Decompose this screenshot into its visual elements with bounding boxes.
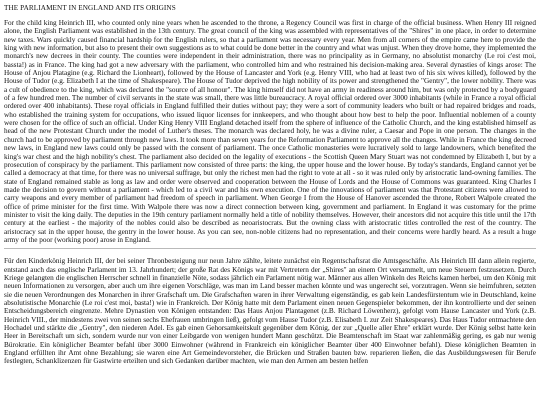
english-text-block xyxy=(4,19,536,244)
section-divider xyxy=(4,248,536,249)
english-paragraph: For the child king Heinrich III, who counted only nine years when he ascended to the throne, a Regency Council was first in charge of the official business. When Henry III reigned alone, the English Parliament was established in the 13th century. The great council of the king was assembled with representatives of the "Shires" in one place, in order to determine new taxes. Wars quickly caused financial hardship for the English rulers, so that a parliament was necessary every year. Men from all corners of the empire came here to provide the king with new information, but also to present their own suggestions as to what could be done better in the country and what was unjust. When they drove home, they implemented the monarch's new decrees in their county. The counties were independent in their administration, there was no principality as in Germany, no absolutist monarchy (Le roi c'est moi, bassta!) as in France. The king had got a new adversary with the parliament, who controlled him and who restrained his decision-making area. Several dynasties of kings arose: The House of Anjou Platagine (e.g. Richard the Lionheart), followed by the House of Lancaster and York (e.g. Henry VIII, who had at least two of his six wives killed), followed by the House of Tudor (e.g. Elizabeth I at the time of Shakespeare). The House of Tudor deprived the high nobility of its power and strengthened the "Gentry", the lower nobility. There was a cult of obedience to the king, which was declared the "source of all honour". The king himself did not have an army in readiness around him, but was only protected by a bodyguard of a few hundred men. The number of civil servants in the state was small, there was little bureaucracy. A royal official ordered over 3000 inhabitants (while in France a royal official ordered over 400 inhabitants). These royal officials in England fulfilled their duties without pay; they were a sort of community leaders who built or had repaired bridges and roads, who established the training system for occupations, who issued liquor licenses for innkeepers, and who thought about how best to help the poor. Influential noblemen of a county were chosen for the office of such an official. Under King Henry VIII England detached itself from the sphere of influence of the Catholic Church, and the king established himself as head of the new Protestant Church under the model of Luther's theses. The monarch was declared holy, he was a divine ruler, a Caesar and Pope in one person. The changes in the church had to be approved by parliament through new laws. It took more than seven years for the Reformation Parliament to approve all the changes. While in France the king decreed new laws, in England new laws could only be passed with the consent of parliament. The once Catholic monasteries were lucratively sold to large landowners, which benefited the king's war chest and the high nobility's chest. The parliament also decided on the legality of executions - the Scottish Queen Mary Stuart was not condemned by Elizabeth I, but by a prosecution of conspiracy by the parliament. This parliament now consisted of three parts: the king, the upper house and the lower house. By today's standards, England cannot yet be called a democracy at that time, for there was no universal suffrage, but only the richest men had the right to vote at all - so it was ruled only by aristocratic land-owning families. The state of England remained stable as long as law and order were observed and cooperation between the House of Lords and the House of Commons was guaranteed. King Charles I made the decision to govern without a parliament - which led to a civil war and his own execution. One of the innovations of parliament was that Protestant citizens were allowed to carry weapons and every member of parliament had freedom of speech in parliament. When George I from the House of Hanover ascended the throne, Robert Walpole created the office of prime minister for the first time. With Walpole there was now a direct connection between king, government and parliament. In England it was customary for the prime minister to visit the king daily. The deputies in the 19th century parliament normally held a title of nobility themselves. However, their ancestors did not acquire this title until the 17th century at the earliest - the majority of the nobles could also be described as neoaristocrats. But the owning class with aristocratic titles controlled the rest of the country. The aristocracy sat in the upper house, the gentry in the lower house. As you can see, non-noble citizens had no representation, and their concerns were hardly heard. As a result a huge army of the poor (working poor) arose in England. xyxy=(4,19,536,244)
document-title: THE PARLIAMENT IN ENGLAND AND ITS ORIGINS xyxy=(4,4,176,12)
german-paragraph: Für den Kinderkönig Heinrich III, der bei seiner Thronbesteigung nur neun Jahre zählte, leitete zunächst ein Regentschaftsrat die Amtsgeschäfte. Als Heinrich III dann allein regierte, entstand auch das englische Parlament im 13. Jahrhundert; der große Rat des Königs war mit Vertretern der „Shires" an einem Ort versammelt, um neue Steuern festzusetzen. Durch Kriege gelangten die englischen Herrscher schnell in finanzielle Nöte, sodass jährlich ein Parlament nötig war. Männer aus allen Winkeln des Reichs kamen herbei, um den König mit neuen Informationen zu versorgen, aber auch um ihre eigenen Vorschläge, was man im Land besser machen könnte und was ungerecht sei, vorzutragen. Wenn sie heimfuhren, setzten sie die neuen Verordnungen des Monarchen in ihrer Grafschaft um. Die Grafschaften waren in ihrer Verwaltung eigenständig, es gab kein Landesfürstentum wie in Deutschland, keine absolutistische Monarchie (Le roi c'est moi, basta!) wie in Frankreich. Der König hatte mit dem Parlament einen neuen Gegenspieler bekommen, der ihn kontrollierte und der seinen Entscheidungsbereich eingrenzte. Mehre Dynastien von Königen entstanden: Das Haus Anjou Plantagenet (z.B. Richard Löwenherz), gefolgt vom Hause Lancaster und York (z.B. Heinrich VIII., der mindestens zwei von seinen sechs Ehefrauen umbringen ließ), gefolgt vom Hause Tudor (z.B. Elisabeth I. zur Zeit Shakespeares). Das Haus Tudor entmachtete den Hochadel und stärkte die „Gentry", den niederen Adel. Es gab einen Gehorsamkeitskult gegenüber dem König, der zur „Quelle aller Ehre" erklärt wurde. Der König selbst hatte kein Heer in Bereitschaft um sich, sondern wurde nur von einer Leibgarde von wenigen hundert Mann geschützt. Die Beamtenschaft im Staat war zahlenmäßig gering, es gab nur wenig Bürokratie. Ein königlicher Beamter befahl über 3000 Einwohner (während in Frankreich ein königlicher Beamter über 400 Einwohner befahl). Diese königlichen Beamten in England erfüllten ihr Amt ohne Bezahlung; sie waren eine Art Gemeindevorsteher, die Brücken und Straßen bauten bzw. reparieren ließen, die das Ausbildungswesen für Berufe festlegten, Schanklizenzen für Gastwirte erteilten und sich Gedanken darüber machten, wie man den Armen am besten helfen xyxy=(4,257,536,366)
